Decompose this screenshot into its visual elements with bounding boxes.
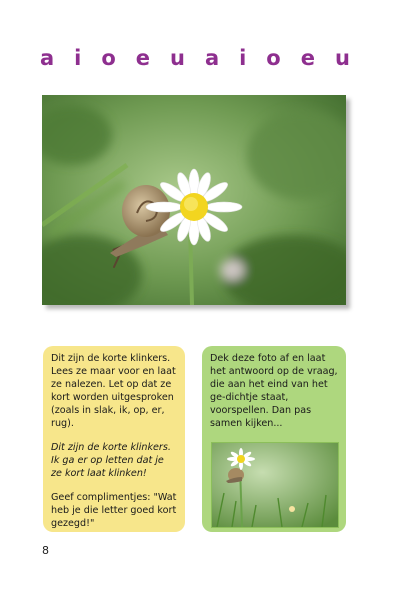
compliment-text: Geef complimentjes: "Wat heb je die letter goed kort gezegd!"	[51, 492, 177, 529]
vowel-letter: o	[101, 46, 116, 70]
vowel-letter: e	[135, 46, 151, 70]
snail-daisy-photo	[42, 95, 346, 305]
snail-daisy-thumbnail	[211, 442, 339, 528]
vowel-letter: a	[204, 46, 220, 70]
prediction-text: Dek deze foto af en laat het antwoord op de vraag, die aan het eind van het ge-dichtje staat, voorspellen. Dan pas samen kijken...	[210, 353, 338, 429]
instruction-text: Dit zijn de korte klinkers. Lees ze maar voor en laat ze nalezen. Let op dat ze kort worden uitgesproken (zoals in slak, ik, op, er, rug).	[51, 353, 176, 429]
page-number: 8	[42, 544, 49, 557]
prediction-card	[202, 346, 346, 532]
vowel-letter: o	[266, 46, 281, 70]
vowel-letter: i	[239, 46, 247, 70]
child-prompt-text: Dit zijn de korte klinkers. Ik ga er op letten dat je ze kort laat klinken!	[51, 442, 171, 479]
vowel-letter: u	[170, 46, 185, 70]
instruction-card	[43, 346, 185, 532]
vowel-letter: a	[40, 46, 55, 70]
vowel-letter: e	[300, 46, 315, 70]
vowel-letter: u	[334, 46, 350, 70]
vowel-letter: i	[74, 46, 82, 70]
vowel-row	[40, 46, 350, 70]
